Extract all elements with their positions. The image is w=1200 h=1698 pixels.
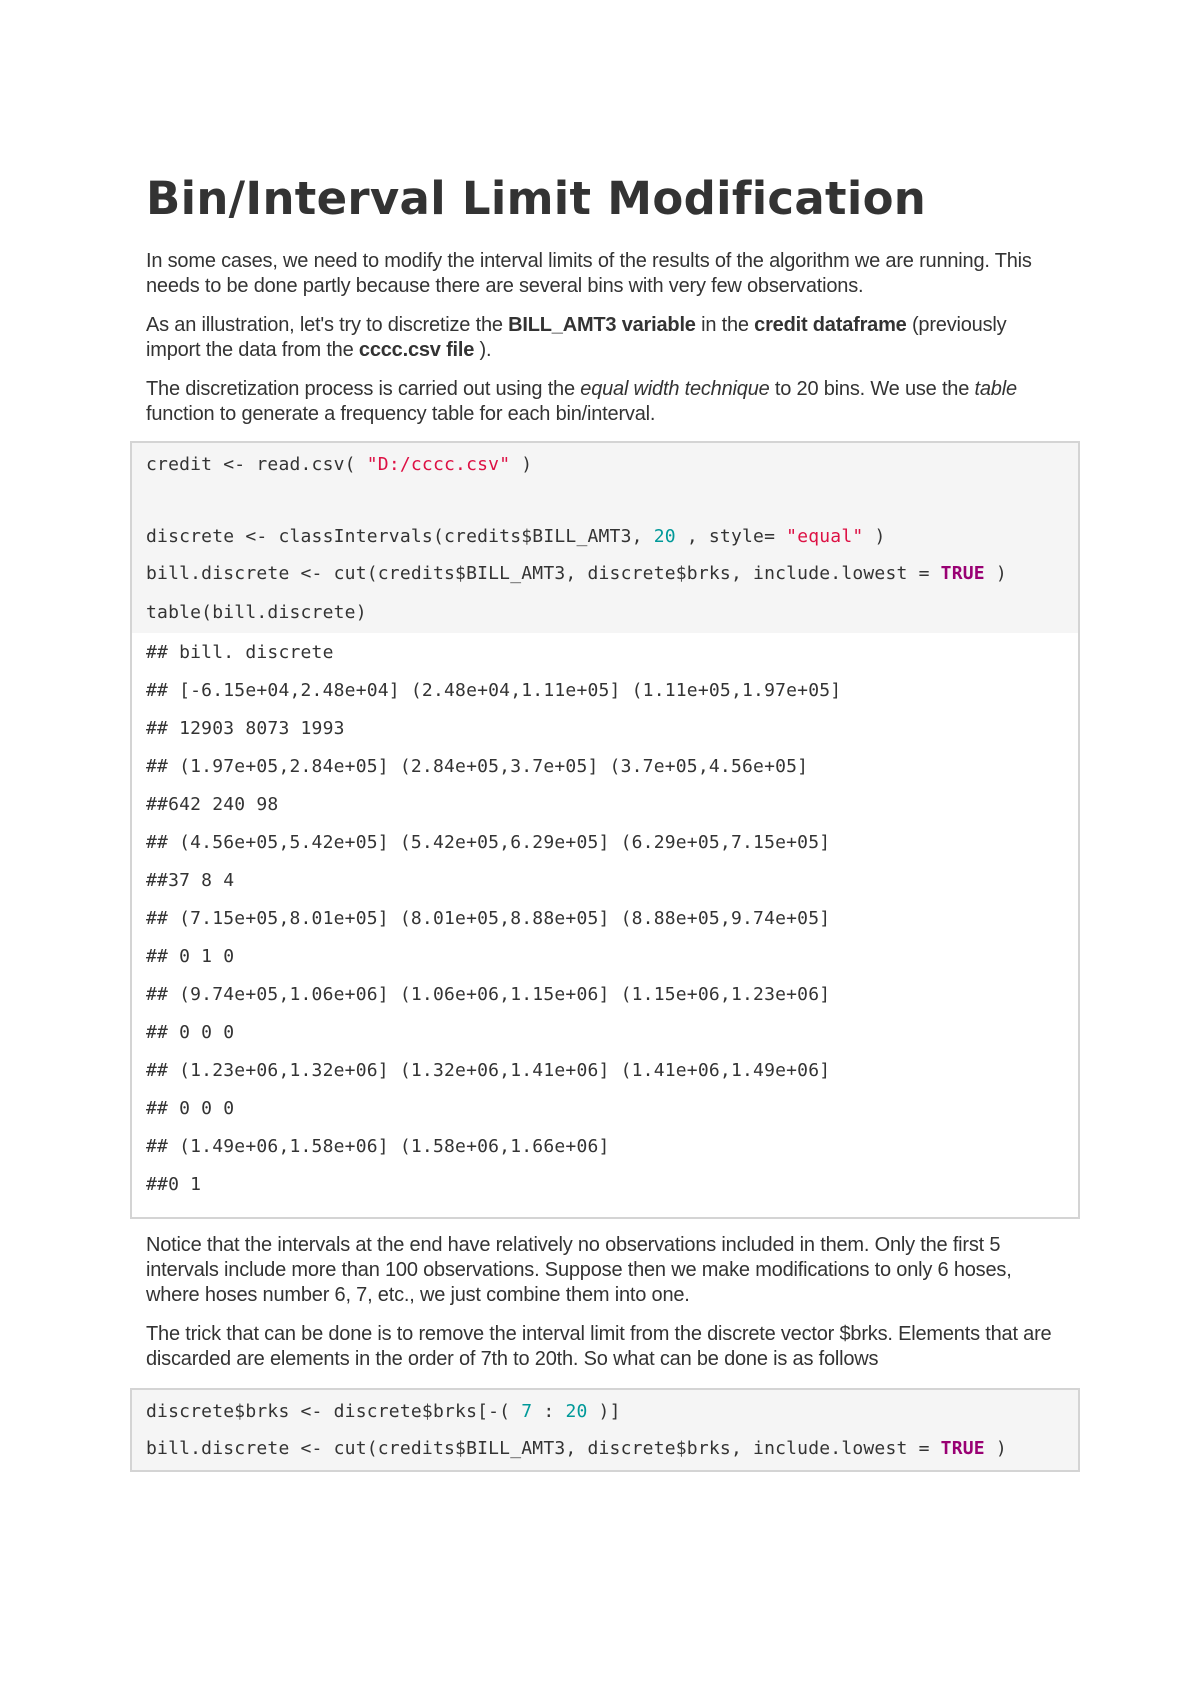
output-line: ## [-6.15e+04,2.48e+04] (2.48e+04,1.11e+05] (1.11e+05,1.97e+05] <box>146 680 842 701</box>
code-block-2 <box>130 1388 1080 1472</box>
output-line: ## 0 0 0 <box>146 1022 235 1043</box>
output-line: ## (1.49e+06,1.58e+06] (1.58e+06,1.66e+06] <box>146 1136 610 1157</box>
text-span: The discretization process is carried out using the <box>146 378 581 400</box>
text-span: (previously import the data from the <box>146 314 1007 361</box>
code-line <box>146 1438 1064 1462</box>
code-line <box>146 525 1064 549</box>
code-line: table(bill.discrete) <box>146 602 367 623</box>
output-line: ##0 1 <box>146 1174 202 1195</box>
process-paragraph <box>146 377 1066 427</box>
code-line <box>146 453 1064 477</box>
code-text: ) <box>984 1438 1007 1459</box>
text-span: in the <box>695 314 755 336</box>
code-input <box>132 1390 1078 1470</box>
code-number: 20 <box>565 1401 588 1422</box>
code-text: discrete <- classIntervals(credits$BILL_AMT3, <box>146 526 654 547</box>
output-line: ## (7.15e+05,8.01e+05] (8.01e+05,8.88e+05] (8.88e+05,9.74e+05] <box>146 908 831 929</box>
output-line: ## 0 1 0 <box>146 946 235 967</box>
code-text: bill.discrete <- cut(credits$BILL_AMT3, discrete$brks, include.lowest = <box>146 1438 941 1459</box>
code-string: "D:/cccc.csv" <box>366 454 511 475</box>
text-span: to 20 bins. We use the <box>769 378 975 400</box>
illustration-paragraph <box>146 313 1066 363</box>
italic-technique: equal width technique <box>580 378 770 400</box>
trick-paragraph: The trick that can be done is to remove the interval limit from the discrete vector $brks. Elements that are discarded are elements in the order of 7th to 20th. So what can be done is as follows <box>146 1323 1052 1370</box>
output-line: ##642 240 98 <box>146 794 279 815</box>
code-line <box>146 1400 1064 1424</box>
code-output <box>132 633 1078 1217</box>
code-text: credit <- read.csv( <box>146 454 367 475</box>
code-text: ) <box>510 454 533 475</box>
output-line: ## (1.97e+05,2.84e+05] (2.84e+05,3.7e+05] (3.7e+05,4.56e+05] <box>146 756 809 777</box>
output-line: ## (1.23e+06,1.32e+06] (1.32e+06,1.41e+06] (1.41e+06,1.49e+06] <box>146 1060 831 1081</box>
text-span: As an illustration, let's try to discretize the <box>146 314 509 336</box>
code-text: bill.discrete <- cut(credits$BILL_AMT3, discrete$brks, include.lowest = <box>146 563 941 584</box>
document-page <box>146 172 1066 1486</box>
output-line: ## 0 0 0 <box>146 1098 235 1119</box>
text-span: function to generate a frequency table for each bin/interval. <box>146 403 656 425</box>
code-text: : <box>532 1401 566 1422</box>
text-span: ). <box>474 339 492 361</box>
code-block-1 <box>130 441 1080 1219</box>
italic-table: table <box>974 378 1017 400</box>
code-keyword: TRUE <box>940 1438 985 1459</box>
code-keyword: TRUE <box>940 563 985 584</box>
notice-paragraph: Notice that the intervals at the end have relatively no observations included in them. Only the first 5 intervals include more than 100 observations. Suppose then we make modifications to only 6 hoses, where hoses number 6, 7, etc., we just combine them into one. <box>146 1234 1012 1306</box>
output-line: ##37 8 4 <box>146 870 235 891</box>
output-line: ## (9.74e+05,1.06e+06] (1.06e+06,1.15e+06] (1.15e+06,1.23e+06] <box>146 984 831 1005</box>
bold-variable: BILL_AMT3 variable <box>508 314 696 336</box>
code-input <box>132 443 1078 633</box>
code-line <box>146 563 1064 587</box>
code-text: discrete$brks <- discrete$brks[-( <box>146 1401 522 1422</box>
code-number: 20 <box>653 526 676 547</box>
bold-file: cccc.csv file <box>358 339 475 361</box>
code-number: 7 <box>521 1401 533 1422</box>
output-line: ## (4.56e+05,5.42e+05] (5.42e+05,6.29e+05] (6.29e+05,7.15e+05] <box>146 832 831 853</box>
intro-paragraph: In some cases, we need to modify the interval limits of the results of the algorithm we are running. This needs to be done partly because there are several bins with very few observations. <box>146 250 1032 297</box>
output-line: ## 12903 8073 1993 <box>146 718 345 739</box>
blank-line <box>146 491 1064 525</box>
bold-dataframe: credit dataframe <box>754 314 907 336</box>
code-text: , style= <box>675 526 787 547</box>
code-string: "equal" <box>786 526 864 547</box>
output-line: ## bill. discrete <box>146 642 334 663</box>
code-text: ) <box>863 526 886 547</box>
page-title: Bin/Interval Limit Modification <box>146 172 927 225</box>
code-text: )] <box>587 1401 621 1422</box>
code-text: ) <box>984 563 1007 584</box>
